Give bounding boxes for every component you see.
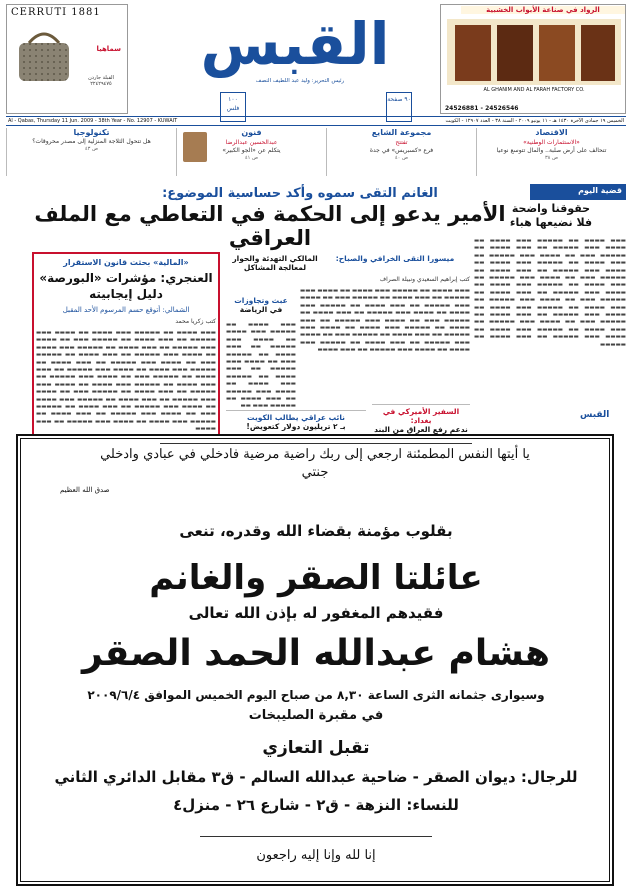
ad-title: الرواد في صناعة الأبواب الخشبية — [461, 6, 625, 14]
teaser-title: مجموعة الشايع — [371, 128, 432, 137]
quran-verse: يا أيتها النفس المطمئنة ارجعي إلى ربك راضية مرضية فادخلي في عبادي وادخلي جنتي — [100, 447, 530, 480]
tagline: رئيس التحرير: وليد عبد اللطيف النصف — [255, 78, 345, 84]
mid-head-1: ميسورا التقى الخرافي والصباح: — [335, 254, 455, 263]
newspaper-logo — [160, 10, 430, 78]
ad-shop: سماهيا — [96, 45, 121, 53]
teaser-sub: «الاستثمارات الوطنية» — [523, 139, 580, 146]
ambassador-title: السفير الأميركي في بغداد: — [382, 407, 460, 425]
handbag-image — [15, 23, 73, 83]
teaser-page: ص ٤٣ — [84, 146, 98, 152]
dateline — [6, 116, 626, 126]
box-byline: كتب زكريا محمد — [175, 318, 216, 325]
qadiya-body: ▬▬▬ ▬▬▬▬ ▬▬ ▬▬▬▬▬ ▬▬▬ ▬▬▬▬ ▬▬ ▬▬▬▬ ▬▬▬ ▬▬▬▬▬ ▬▬ ▬▬▬ ▬▬▬▬ ▬▬ ▬▬▬▬▬ ▬▬▬ ▬▬ ▬▬▬▬ ▬▬▬ ▬▬▬▬▬ ▬▬ ▬▬▬ ▬▬▬▬ ▬▬ ▬▬▬▬▬ ▬▬▬ ▬▬▬▬ ▬▬ ▬▬▬▬ ▬▬▬ ▬▬▬▬▬ ▬▬ ▬▬▬ ▬▬▬▬ ▬▬ ▬▬▬▬▬ ▬▬▬ ▬▬ ▬▬▬▬ ▬▬▬ ▬▬▬▬▬ ▬▬ ▬▬▬ ▬▬▬▬ ▬▬ ▬▬▬▬▬ ▬▬▬ ▬▬▬▬ ▬▬ ▬▬▬▬ ▬▬▬ ▬▬▬▬▬ ▬▬ ▬▬▬ ▬▬▬▬ ▬▬ ▬▬▬▬▬ ▬▬▬ ▬▬ ▬▬▬▬ ▬▬▬ ▬▬▬▬▬ ▬▬ ▬▬▬ ▬▬▬▬ ▬▬ ▬▬▬▬▬ ▬▬▬ ▬▬▬▬ ▬▬ ▬▬▬▬ ▬▬▬ ▬▬▬▬▬ ▬▬ ▬▬▬ ▬▬▬▬ ▬▬ ▬▬▬▬▬ ▬▬▬ ▬▬ ▬▬▬▬ ▬▬▬ ▬▬▬▬▬ ▬▬ ▬▬▬ ▬▬▬▬ ▬▬ ▬▬▬▬▬ ▬▬▬ ▬▬▬▬ ▬▬ ▬▬▬▬ ▬▬▬ ▬▬▬▬▬ ▬▬ ▬▬▬ ▬▬▬▬ ▬▬ ▬▬▬▬▬ — [474, 238, 626, 348]
teaser-tech[interactable] — [6, 128, 176, 176]
teaser-page: ص ٤١ — [244, 155, 258, 161]
iraq-mp-title: نائب عراقي يطالب الكويت — [247, 413, 345, 422]
iraq-mp-sub: بـ ٢ تريليون دولار كتعويض! — [246, 422, 346, 431]
pages-box: ٩٠ صفحة — [386, 92, 412, 122]
sports-title: عبث وتجاوزات — [234, 296, 288, 305]
obit-families: عائلتا الصقر والغانم — [149, 558, 483, 598]
qadiya-title-2: فلا نضيعها هباء — [509, 216, 593, 229]
sports-sub: في الرياضة — [239, 305, 283, 314]
ambassador-sub: ندعم رفع العراق من البند — [374, 425, 468, 434]
advertisement-left — [6, 4, 128, 114]
box-kicker: «المالية» بحثت قانون الاستقرار — [63, 258, 189, 267]
qadiya-signature: القبس — [580, 410, 610, 420]
mid-byline: كتب إبراهيم السعيدي ونبيلة الصراف — [379, 276, 470, 283]
qadiya-title[interactable] — [476, 202, 626, 230]
obit-line4: في مقبرة الصليبخات — [248, 708, 384, 723]
mid-head-2: المالكي التهدئة والحوار لمعالجة المشاكل — [232, 254, 318, 272]
sports-story[interactable] — [226, 296, 296, 314]
teaser-title: فنون — [241, 128, 262, 137]
mid-body: ▬▬▬ ▬▬▬▬ ▬▬ ▬▬▬▬▬ ▬▬▬ ▬▬▬▬ ▬▬ ▬▬▬▬ ▬▬▬ ▬▬▬▬▬ ▬▬ ▬▬▬ ▬▬▬▬ ▬▬ ▬▬▬▬▬ ▬▬▬ ▬▬ ▬▬▬▬ ▬▬▬ ▬▬▬▬▬ ▬▬ ▬▬▬ ▬▬▬▬ ▬▬ ▬▬▬▬▬ ▬▬▬ ▬▬▬▬ ▬▬ ▬▬▬▬ ▬▬▬ ▬▬▬▬▬ ▬▬ ▬▬▬ ▬▬▬▬ ▬▬ ▬▬▬▬▬ ▬▬▬ ▬▬ ▬▬▬▬ ▬▬▬ ▬▬▬▬▬ ▬▬ ▬▬▬ ▬▬▬▬ ▬▬ ▬▬▬▬▬ ▬▬▬ ▬▬▬▬ ▬▬ ▬▬▬▬ ▬▬▬ ▬▬▬▬▬ ▬▬ ▬▬▬ ▬▬▬▬ ▬▬ ▬▬▬▬▬ ▬▬▬ ▬▬ ▬▬▬▬ ▬▬▬ ▬▬▬▬▬ ▬▬ ▬▬▬ ▬▬▬▬ ▬▬ ▬▬▬▬▬ ▬▬▬ ▬▬▬▬ ▬▬ ▬▬▬▬ ▬▬▬ ▬▬▬▬▬ ▬▬ ▬▬▬ ▬▬▬▬ — [300, 288, 470, 354]
condolences-women: للنساء: النزهة - ق٢ - شارع ٢٦ - منزل٤ — [173, 796, 459, 814]
qadiya-title-1: حقوقنا واضحة — [511, 202, 591, 215]
ad-company: AL GHANIM AND AL FARAH FACTORY CO. — [483, 87, 585, 93]
teaser-arts[interactable] — [176, 128, 326, 176]
teaser-title: الاقتصاد — [535, 128, 568, 137]
condolences-men: للرجال: ديوان الصقر - ضاحية عبدالله السالم - ق٣ مقابل الدائري الثاني — [54, 768, 578, 786]
iraq-mp-story[interactable] — [226, 410, 366, 431]
box-sub: الشمالي: أتوقع حسم المرسوم الأحد المقبل — [62, 306, 190, 314]
condolences-title: تقبل التعازي — [262, 738, 370, 758]
sports-body: ▬▬▬ ▬▬▬▬ ▬▬ ▬▬▬▬▬ ▬▬▬ ▬▬▬▬ ▬▬ ▬▬▬▬ ▬▬▬ ▬▬▬▬▬ ▬▬ ▬▬▬ ▬▬▬▬ ▬▬ ▬▬▬▬▬ ▬▬▬ ▬▬ ▬▬▬▬ ▬▬▬ ▬▬▬▬▬ ▬▬ ▬▬▬ ▬▬▬▬ ▬▬ ▬▬▬▬▬ ▬▬▬ ▬▬▬▬ ▬▬ ▬▬▬▬ ▬▬▬ ▬▬▬▬▬ ▬▬ ▬▬▬ ▬▬▬▬ ▬▬ ▬▬▬▬▬ ▬▬▬ ▬▬ — [226, 322, 296, 410]
qadiya-label: قضية اليوم — [530, 184, 626, 200]
teaser-title: تكنولوجيا — [73, 128, 110, 137]
box-body: ▬▬▬ ▬▬▬▬ ▬▬ ▬▬▬▬▬ ▬▬▬ ▬▬▬▬ ▬▬ ▬▬▬▬ ▬▬▬ ▬▬▬▬▬ ▬▬ ▬▬▬ ▬▬▬▬ ▬▬ ▬▬▬▬▬ ▬▬▬ ▬▬ ▬▬▬▬ ▬▬▬ ▬▬▬▬▬ ▬▬ ▬▬▬ ▬▬▬▬ ▬▬ ▬▬▬▬▬ ▬▬▬ ▬▬▬▬ ▬▬ ▬▬▬▬ ▬▬▬ ▬▬▬▬▬ ▬▬ ▬▬▬ ▬▬▬▬ ▬▬ ▬▬▬▬▬ ▬▬▬ ▬▬ ▬▬▬▬ ▬▬▬ ▬▬▬▬▬ ▬▬ ▬▬▬ ▬▬▬▬ ▬▬ ▬▬▬▬▬ ▬▬▬ ▬▬▬▬ ▬▬ ▬▬▬▬ ▬▬▬ ▬▬▬▬▬ ▬▬ ▬▬▬ ▬▬▬▬ ▬▬ ▬▬▬▬▬ ▬▬▬ ▬▬ ▬▬▬▬ ▬▬▬ ▬▬▬▬▬ ▬▬ ▬▬▬ ▬▬▬▬ ▬▬ ▬▬▬▬▬ ▬▬▬ ▬▬▬▬ ▬▬ ▬▬▬▬ ▬▬▬ ▬▬▬▬▬ ▬▬ ▬▬▬ ▬▬▬▬ ▬▬ ▬▬▬▬▬ ▬▬▬ ▬▬ ▬▬▬▬ ▬▬▬ ▬▬▬▬▬ ▬▬ ▬▬▬ ▬▬▬▬ ▬▬ ▬▬▬▬▬ ▬▬▬ ▬▬▬▬ ▬▬ ▬▬▬▬ ▬▬▬ ▬▬▬▬▬ ▬▬ ▬▬▬ ▬▬▬▬ ▬▬ ▬▬▬▬▬ ▬▬▬ ▬▬ ▬▬▬▬ ▬▬▬ ▬▬▬▬▬ ▬▬ ▬▬▬ ▬▬▬▬ ▬▬ ▬▬▬▬▬ ▬▬▬ ▬▬▬▬ ▬▬ ▬▬▬▬ ▬▬▬ ▬▬▬▬▬ ▬▬ ▬▬▬ ▬▬▬▬ — [36, 330, 216, 433]
ornament-top — [160, 443, 472, 444]
obit-line1: بقلوب مؤمنة بقضاء الله وقدره، تنعى — [179, 522, 453, 540]
logo-text: القبس — [200, 10, 390, 78]
ornament-bottom — [200, 836, 432, 837]
ad-phone: 24526881 - 24526546 — [445, 105, 519, 112]
lead-kicker: الغانم التقى سموه وأكد حساسية الموضوع: — [162, 186, 438, 201]
dateline-ar: الخميس ١٩ جمادى الآخرة ١٤٣٠ هـ - ١١ يونيو ٢٠٠٩ - السنة ٣٨ - العدد ١٢٩٠٧ - الكويت — [445, 118, 624, 124]
deceased-name: هشام عبدالله الحمد الصقر — [82, 633, 550, 674]
teaser-text: فرع «كسبريس» في جدة — [369, 147, 434, 154]
teaser-text: يتكلم عن «الجو الكبير» — [222, 147, 281, 154]
box-headline[interactable]: العنجري: مؤشرات «البورصة» دليل إيجابيته — [39, 271, 213, 301]
teaser-page: ص ٣٨ — [544, 155, 558, 161]
obit-line3: وسيوارى جثمانه الثرى الساعة ٨,٣٠ من صباح اليوم الخميس الموافق ٢٠٠٩/٦/٤ — [87, 688, 545, 702]
ad-brand: CERRUTI 1881 — [11, 7, 101, 18]
obit-closing: إنا لله وإنا إليه راجعون — [256, 848, 376, 863]
price-box: ١٠٠ فلس — [220, 92, 246, 122]
verse-source: صدق الله العظيم — [60, 486, 110, 494]
teaser-sub: عبدالحسين عبدالرضا — [225, 139, 278, 146]
teaser-shaya[interactable] — [326, 128, 476, 176]
teaser-economy[interactable] — [476, 128, 626, 176]
lead-headline[interactable]: الأمير يدعو إلى الحكمة في التعاطي مع الملف العراقي — [34, 202, 506, 250]
advertisement-right — [440, 4, 626, 114]
teaser-text: هل تتحول الثلاجة المنزلية إلى مصدر محروقات؟ — [32, 138, 151, 145]
dateline-en: Al - Qabas, Thursday 11 Jun. 2009 - 38th Year - No. 12907 - KUWAIT — [8, 118, 178, 124]
ad-shop-sub: القبلة جاردن ٢٢٤٢٩٤٧٥ — [88, 75, 114, 87]
teaser-photo — [183, 132, 207, 162]
teaser-text: تتحالف على أرض صلبة.. والمال تتوسع نوعيا — [496, 147, 607, 154]
teaser-strip — [6, 128, 626, 176]
teaser-page: ص ٤٠ — [394, 155, 408, 161]
obit-line2: فقيدهم المغفور له بإذن الله تعالى — [188, 604, 444, 622]
teaser-sub: تفتتح — [395, 139, 408, 146]
doors-image — [447, 19, 621, 85]
